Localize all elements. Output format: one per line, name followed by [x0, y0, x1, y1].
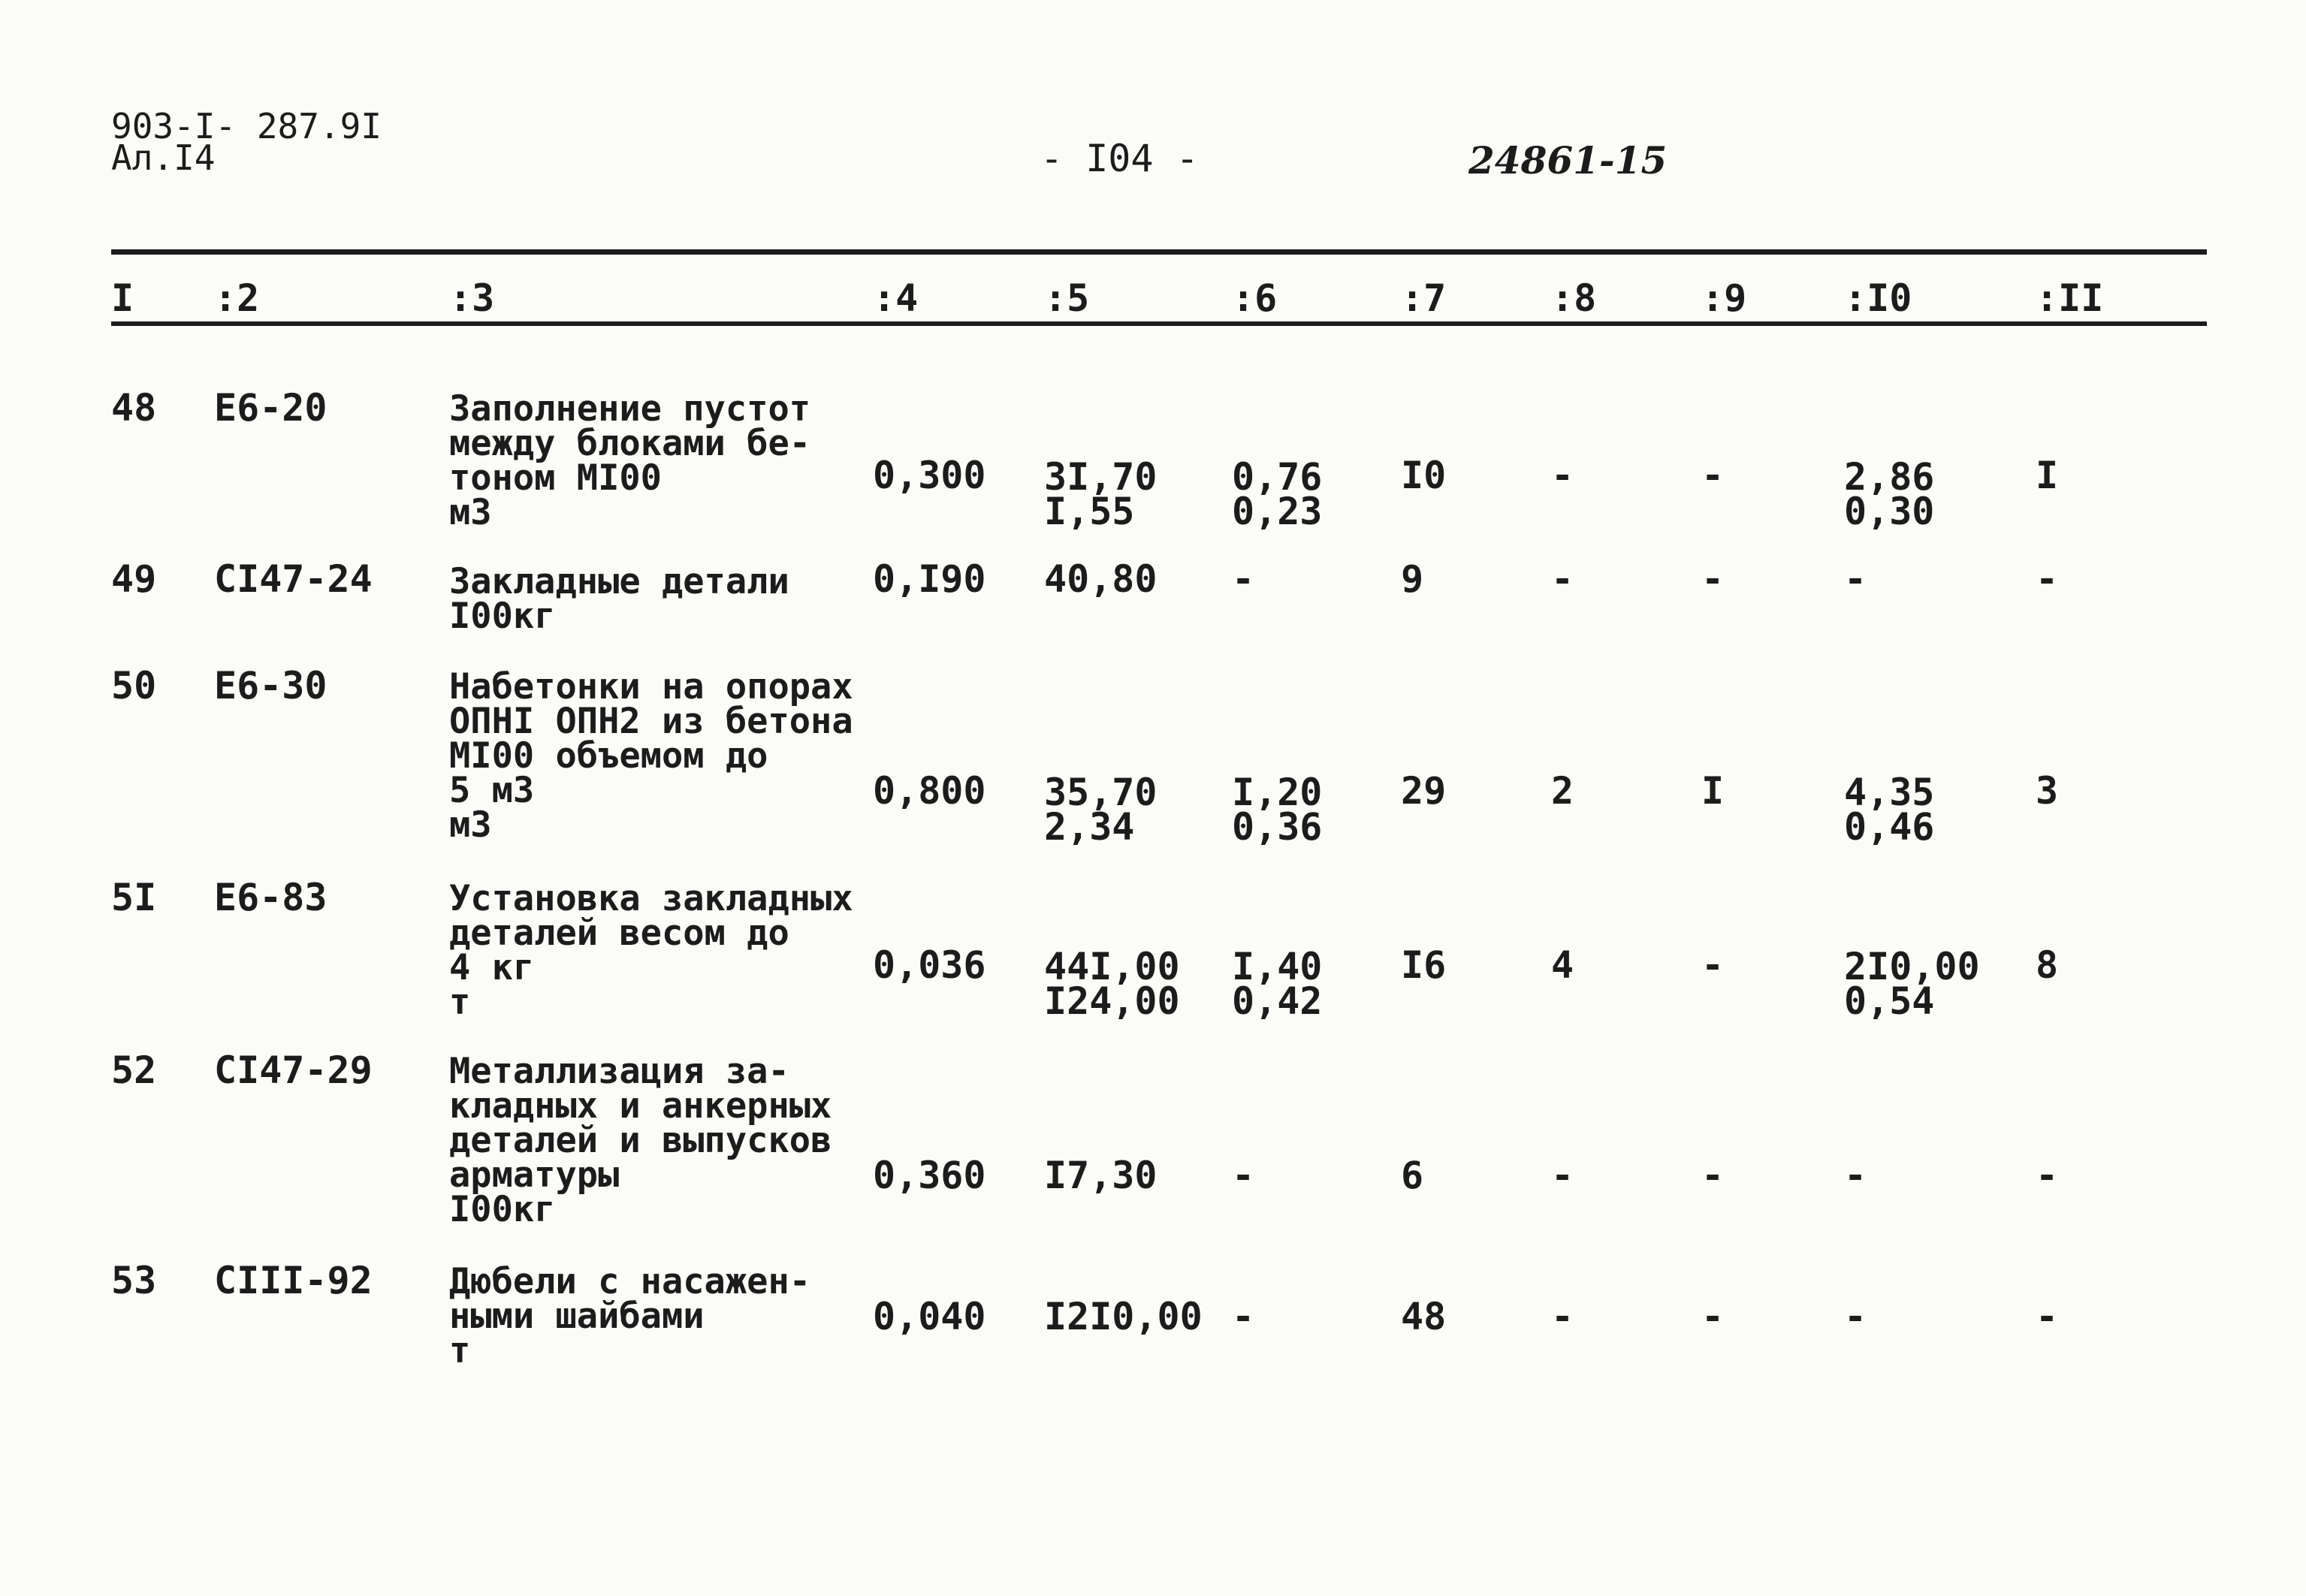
row-col8: - — [1551, 557, 1574, 601]
row-code: СIII-92 — [214, 1259, 373, 1302]
row-description: Заполнение пустот между блоками бе- тоном МI00 м3 — [449, 388, 811, 533]
row-col9: - — [1701, 1295, 1725, 1338]
row-description: Металлизация за- кладных и анкерных деталей и выпусков арматуры I00кг — [449, 1051, 832, 1230]
row-col10: - — [1844, 557, 1867, 601]
row-col7: 6 — [1401, 1154, 1424, 1197]
row-col9: - — [1701, 1154, 1725, 1197]
row-col11: 8 — [2036, 943, 2059, 987]
row-description: Установка закладных деталей весом до 4 кг т — [449, 878, 853, 1023]
row-col5: 40,80 — [1044, 557, 1158, 601]
row-number: 49 — [111, 557, 157, 601]
row-col10: - — [1844, 1154, 1867, 1197]
row-col11: - — [2036, 1154, 2059, 1197]
row-col10: 4,35 0,46 — [1844, 771, 1935, 849]
row-col7: 9 — [1401, 557, 1424, 601]
document-code: 903-I- 287.9I — [111, 106, 382, 146]
row-number: 52 — [111, 1048, 157, 1092]
row-code: Е6-83 — [214, 876, 327, 919]
row-col9: - — [1701, 454, 1725, 497]
row-col6: - — [1232, 1295, 1255, 1338]
column-header-9: :9 — [1701, 276, 1747, 320]
row-col11: - — [2036, 557, 2059, 601]
row-number: 50 — [111, 664, 157, 707]
row-col10: - — [1844, 1295, 1867, 1338]
column-header-7: :7 — [1401, 276, 1447, 320]
row-col10: 2I0,00 0,54 — [1844, 945, 1980, 1023]
page-number: - I04 - — [1040, 137, 1199, 180]
column-header-3: :3 — [449, 276, 495, 320]
row-col4: 0,040 — [873, 1295, 986, 1338]
row-col8: - — [1551, 1154, 1574, 1197]
row-col8: 4 — [1551, 943, 1574, 987]
row-code: Е6-20 — [214, 386, 327, 430]
row-col6: - — [1232, 1154, 1255, 1197]
column-header-1: I — [111, 276, 134, 320]
row-col7: I6 — [1401, 943, 1447, 987]
column-header-10: :I0 — [1844, 276, 1912, 320]
row-col6: - — [1232, 557, 1255, 601]
row-number: 5I — [111, 876, 157, 919]
column-header-2: :2 — [214, 276, 260, 320]
row-col4: 0,800 — [873, 769, 986, 813]
header-rule — [111, 321, 2207, 326]
row-col7: I0 — [1401, 454, 1447, 497]
column-header-8: :8 — [1551, 276, 1597, 320]
row-col5: 3I,70 I,55 — [1044, 455, 1158, 533]
row-col11: - — [2036, 1295, 2059, 1338]
row-code: СI47-24 — [214, 557, 373, 601]
row-col11: 3 — [2036, 769, 2059, 813]
row-number: 48 — [111, 386, 157, 430]
row-col4: 0,360 — [873, 1154, 986, 1197]
row-col7: 29 — [1401, 769, 1447, 813]
row-col7: 48 — [1401, 1295, 1447, 1338]
row-col6: I,20 0,36 — [1232, 771, 1323, 849]
row-col8: - — [1551, 1295, 1574, 1338]
row-code: СI47-29 — [214, 1048, 373, 1092]
row-col10: 2,86 0,30 — [1844, 455, 1935, 533]
row-col8: 2 — [1551, 769, 1574, 813]
row-code: Е6-30 — [214, 664, 327, 707]
row-number: 53 — [111, 1259, 157, 1302]
row-col4: 0,036 — [873, 943, 986, 987]
archive-stamp-number: 24861-15 — [1468, 138, 1668, 183]
row-col4: 0,300 — [873, 454, 986, 497]
row-description: Дюбели с насажен- ными шайбами т — [449, 1261, 811, 1371]
row-col9: I — [1701, 769, 1725, 813]
row-col8: - — [1551, 454, 1574, 497]
row-description: Закладные детали I00кг — [449, 561, 789, 637]
row-col9: - — [1701, 943, 1725, 987]
column-header-4: :4 — [873, 276, 919, 320]
row-col5: I7,30 — [1044, 1154, 1158, 1197]
row-col9: - — [1701, 557, 1725, 601]
row-col5: I2I0,00 — [1044, 1295, 1203, 1338]
album-number: Ал.I4 — [111, 137, 216, 178]
row-col4: 0,I90 — [873, 557, 986, 601]
row-description: Набетонки на опорах ОПНI ОПН2 из бетона МI00 объемом до 5 м3 м3 — [449, 666, 853, 846]
row-col11: I — [2036, 454, 2059, 497]
column-header-5: :5 — [1044, 276, 1090, 320]
column-header-6: :6 — [1232, 276, 1278, 320]
row-col6: I,40 0,42 — [1232, 945, 1323, 1023]
row-col6: 0,76 0,23 — [1232, 455, 1323, 533]
top-rule — [111, 249, 2207, 255]
column-header-11: :II — [2036, 276, 2104, 320]
row-col5: 44I,00 I24,00 — [1044, 945, 1180, 1023]
row-col5: 35,70 2,34 — [1044, 771, 1158, 849]
